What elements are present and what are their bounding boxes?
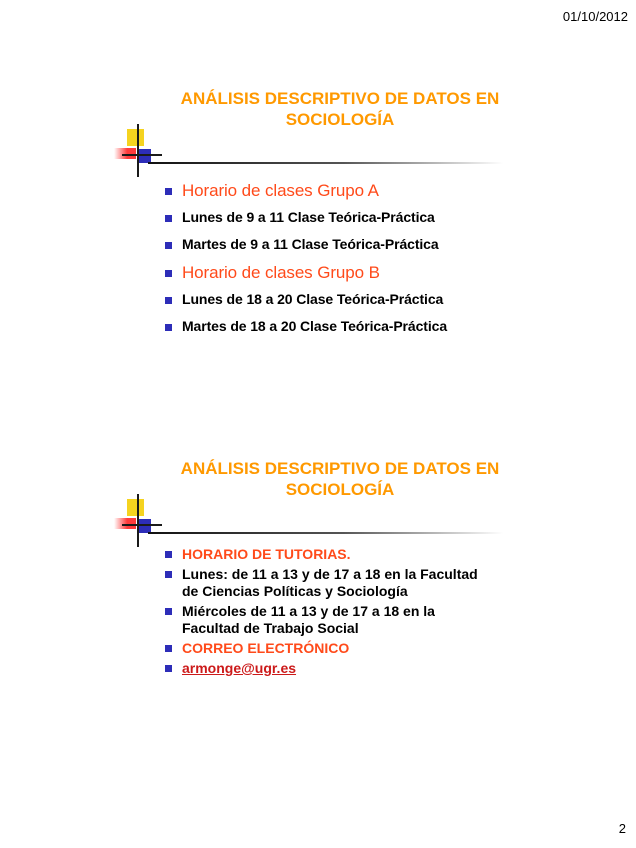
- list-item-text: HORARIO DE TUTORIAS.: [182, 546, 351, 562]
- slide-title: ANÁLISIS DESCRIPTIVO DE DATOS EN SOCIOLOGÍA: [180, 459, 500, 499]
- list-item-text: Martes de 18 a 20 Clase Teórica-Práctica: [182, 318, 448, 334]
- schedule-list: [165, 181, 495, 345]
- list-item-text: Lunes de 18 a 20 Clase Teórica-Práctica: [182, 291, 444, 307]
- bullet-square-icon: [165, 270, 172, 277]
- tutoring-list: [165, 546, 495, 680]
- list-item-text: Martes de 9 a 11 Clase Teórica-Práctica: [182, 236, 439, 252]
- list-item-text: Horario de clases Grupo B: [182, 263, 380, 282]
- bullet-square-icon: [165, 571, 172, 578]
- print-date: 01/10/2012: [562, 9, 628, 24]
- bullet-square-icon: [165, 188, 172, 195]
- list-item: [165, 566, 495, 600]
- list-item-text: Lunes: de 11 a 13 y de 17 a 18 en la Facultad de Ciencias Políticas y Sociología: [182, 566, 478, 599]
- bullet-square-icon: [165, 608, 172, 615]
- list-item-text: CORREO ELECTRÓNICO: [182, 640, 350, 656]
- list-item: [165, 318, 495, 335]
- bullet-square-icon: [165, 215, 172, 222]
- slide-logo-icon: [108, 124, 168, 184]
- page-number: 2: [618, 821, 626, 836]
- list-item: [165, 291, 495, 308]
- list-item: [165, 236, 495, 253]
- bullet-square-icon: [165, 645, 172, 652]
- list-item: [165, 660, 495, 677]
- list-item: [165, 546, 495, 563]
- list-item: [165, 263, 495, 282]
- list-item: [165, 181, 495, 200]
- title-divider: [148, 162, 503, 164]
- list-item-text: Miércoles de 11 a 13 y de 17 a 18 en la Facultad de Trabajo Social: [182, 603, 435, 636]
- slide-logo-icon: [108, 494, 168, 554]
- list-item: [165, 640, 495, 657]
- list-item: [165, 603, 495, 637]
- list-item-text: Horario de clases Grupo A: [182, 181, 379, 200]
- bullet-square-icon: [165, 665, 172, 672]
- list-item-text: Lunes de 9 a 11 Clase Teórica-Práctica: [182, 209, 435, 225]
- bullet-square-icon: [165, 551, 172, 558]
- bullet-square-icon: [165, 297, 172, 304]
- bullet-square-icon: [165, 324, 172, 331]
- list-item: [165, 209, 495, 226]
- slide-title: ANÁLISIS DESCRIPTIVO DE DATOS EN SOCIOLOGÍA: [180, 89, 500, 129]
- email-link[interactable]: armonge@ugr.es: [182, 660, 297, 676]
- bullet-square-icon: [165, 242, 172, 249]
- title-divider: [148, 532, 503, 534]
